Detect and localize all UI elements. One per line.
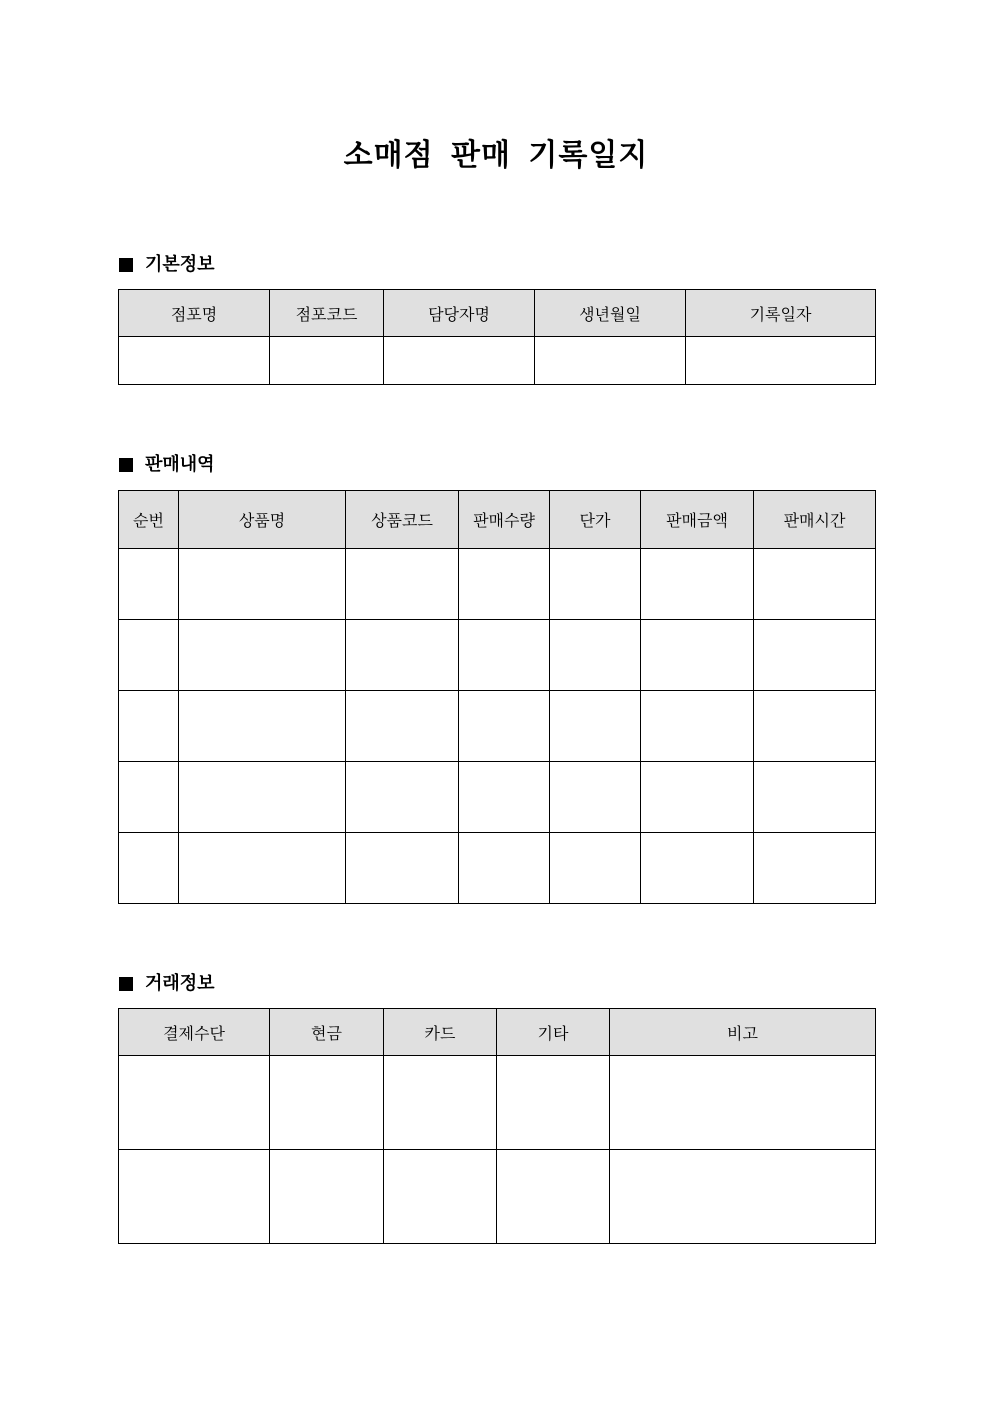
table-cell[interactable]	[179, 833, 346, 904]
table-row	[119, 549, 876, 620]
table-cell[interactable]	[270, 1150, 384, 1244]
table-cell[interactable]	[754, 833, 876, 904]
column-header-other: 기타	[497, 1009, 610, 1056]
sales-table	[118, 490, 876, 904]
black-square-icon	[119, 458, 133, 472]
table-row	[119, 1056, 876, 1150]
column-header-amount: 판매금액	[641, 491, 754, 549]
table-cell[interactable]	[384, 1056, 497, 1150]
table-cell[interactable]	[641, 691, 754, 762]
table-cell[interactable]	[459, 620, 550, 691]
table-cell[interactable]	[179, 620, 346, 691]
table-cell[interactable]	[119, 691, 179, 762]
table-row	[119, 620, 876, 691]
column-header-sale-time: 판매시간	[754, 491, 876, 549]
table-cell[interactable]	[641, 620, 754, 691]
column-header-product-name: 상품명	[179, 491, 346, 549]
table-cell[interactable]	[754, 620, 876, 691]
table-cell[interactable]	[270, 1056, 384, 1150]
trade-info-table	[118, 1008, 876, 1244]
table-cell[interactable]	[754, 762, 876, 833]
column-header-quantity: 판매수량	[459, 491, 550, 549]
black-square-icon	[119, 258, 133, 272]
table-cell[interactable]	[459, 691, 550, 762]
table-row	[119, 337, 876, 385]
basic-info-heading-label: 기본정보	[145, 254, 215, 275]
table-cell[interactable]	[610, 1056, 876, 1150]
column-header-store-code: 점포코드	[270, 290, 384, 337]
table-cell[interactable]	[754, 691, 876, 762]
column-header-store-name: 점포명	[119, 290, 270, 337]
table-cell[interactable]	[119, 1150, 270, 1244]
sales-heading-label: 판매내역	[145, 454, 215, 475]
table-cell[interactable]	[459, 833, 550, 904]
table-cell[interactable]	[459, 762, 550, 833]
table-cell[interactable]	[179, 691, 346, 762]
column-header-unit-price: 단가	[550, 491, 641, 549]
column-header-cash: 현금	[270, 1009, 384, 1056]
table-cell[interactable]	[384, 1150, 497, 1244]
column-header-product-code: 상품코드	[346, 491, 459, 549]
table-cell[interactable]	[550, 691, 641, 762]
table-cell[interactable]	[550, 549, 641, 620]
column-header-remarks: 비고	[610, 1009, 876, 1056]
table-cell[interactable]	[754, 549, 876, 620]
table-cell[interactable]	[641, 549, 754, 620]
table-cell[interactable]	[119, 620, 179, 691]
table-row	[119, 833, 876, 904]
store-code-cell[interactable]	[270, 337, 384, 385]
table-cell[interactable]	[497, 1150, 610, 1244]
trade-info-header-row	[119, 1009, 876, 1056]
table-cell[interactable]	[346, 620, 459, 691]
table-row	[119, 691, 876, 762]
table-cell[interactable]	[550, 762, 641, 833]
black-square-icon	[119, 977, 133, 991]
table-cell[interactable]	[346, 833, 459, 904]
table-cell[interactable]	[346, 691, 459, 762]
table-cell[interactable]	[119, 833, 179, 904]
table-row	[119, 1150, 876, 1244]
store-name-cell[interactable]	[119, 337, 270, 385]
table-cell[interactable]	[346, 549, 459, 620]
column-header-payment-method: 결제수단	[119, 1009, 270, 1056]
column-header-card: 카드	[384, 1009, 497, 1056]
sales-header-row	[119, 491, 876, 549]
table-cell[interactable]	[119, 1056, 270, 1150]
table-cell[interactable]	[641, 762, 754, 833]
trade-info-heading	[119, 972, 215, 996]
table-cell[interactable]	[641, 833, 754, 904]
column-header-manager-name: 담당자명	[384, 290, 535, 337]
table-cell[interactable]	[179, 762, 346, 833]
table-cell[interactable]	[119, 762, 179, 833]
basic-info-table	[118, 289, 876, 385]
table-cell[interactable]	[550, 833, 641, 904]
table-cell[interactable]	[550, 620, 641, 691]
column-header-seq: 순번	[119, 491, 179, 549]
record-date-cell[interactable]	[686, 337, 876, 385]
page-title: 소매점 판매 기록일지	[343, 138, 649, 173]
table-cell[interactable]	[119, 549, 179, 620]
trade-info-heading-label: 거래정보	[145, 973, 215, 994]
table-cell[interactable]	[179, 549, 346, 620]
table-cell[interactable]	[346, 762, 459, 833]
basic-info-header-row	[119, 290, 876, 337]
table-cell[interactable]	[610, 1150, 876, 1244]
table-row	[119, 762, 876, 833]
column-header-birth-date: 생년월일	[535, 290, 686, 337]
manager-name-cell[interactable]	[384, 337, 535, 385]
table-cell[interactable]	[497, 1056, 610, 1150]
column-header-record-date: 기록일자	[686, 290, 876, 337]
sales-heading	[119, 453, 215, 477]
table-cell[interactable]	[459, 549, 550, 620]
basic-info-heading	[119, 253, 215, 277]
birth-date-cell[interactable]	[535, 337, 686, 385]
